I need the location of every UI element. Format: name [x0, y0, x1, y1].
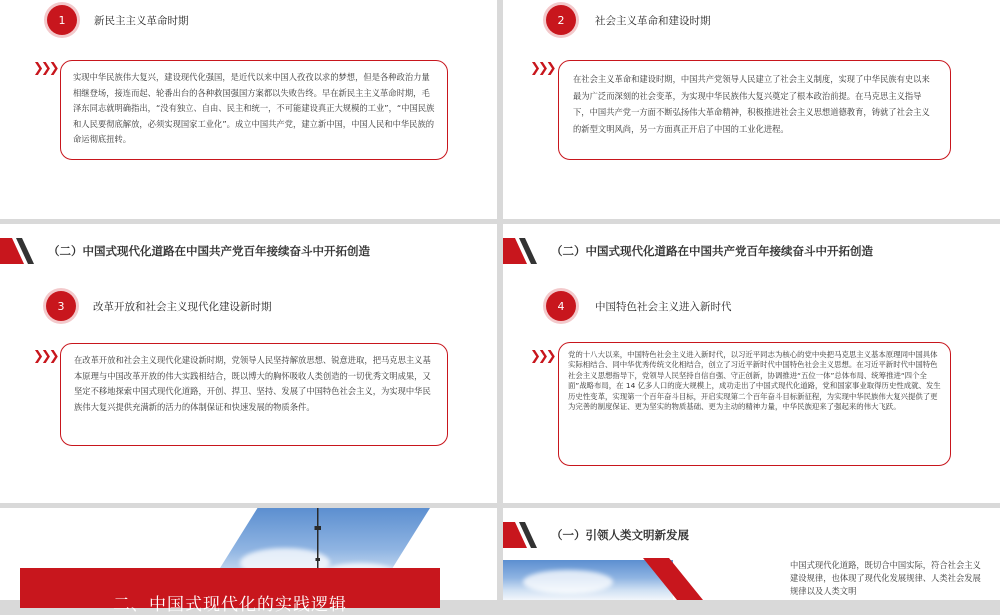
header-stripe-icon	[503, 522, 543, 548]
section-subtitle: 改革开放和社会主义现代化建设新时期	[93, 301, 272, 313]
red-diagonal-accent	[643, 558, 703, 600]
chevron-right-icon: ❯❯❯	[33, 349, 57, 364]
content-text: 在改革开放和社会主义现代化建设新时期，党领导人民坚持解放思想、锐意进取，把马克思主义基本原理与中国改革开放的伟大实践相结合，既以博大的胸怀吸收人类创造的一切优秀文明成果，又坚定不移地探索中国式现代化道路，开创、捍卫、坚持、发展了中国特色社会主义，为实现中华民族伟大复兴提供充满新的活力的体制保证和快速发展的物质条件。	[74, 355, 431, 412]
slide-header: （一）引领人类文明新发展	[551, 528, 689, 542]
step-number-badge: 1	[47, 5, 77, 35]
slide-4	[503, 224, 1000, 503]
section-subtitle: 社会主义革命和建设时期	[595, 15, 711, 27]
slide-title: 二、中国式现代化的实践逻辑	[113, 595, 347, 615]
section-subtitle: 新民主主义革命时期	[94, 15, 189, 27]
header-stripe-icon	[0, 238, 40, 264]
section-subtitle: 中国特色社会主义进入新时代	[595, 301, 732, 313]
slide-header: （二）中国式现代化道路在中国共产党百年接续奋斗中开拓创造	[48, 244, 370, 258]
slide-5	[0, 508, 497, 615]
chevron-right-icon: ❯❯❯	[530, 61, 554, 76]
content-text: 在社会主义革命和建设时期，中国共产党领导人民建立了社会主义制度，实现了中华民族有史以来最为广泛而深刻的社会变革，为实现中华民族伟大复兴奠定了根本政治前提。在马克思主义指导下，中国共产党一方面不断弘扬伟大革命精神，积极推进社会主义思想道德教育，铸就了社会主义的新型文明风尚，另一方面真正开启了中国的工业化进程。	[573, 74, 930, 134]
content-box	[558, 342, 951, 466]
slide-header: （二）中国式现代化道路在中国共产党百年接续奋斗中开拓创造	[551, 244, 873, 258]
content-box	[558, 60, 951, 160]
slide-3	[0, 224, 497, 503]
chevron-right-icon: ❯❯❯	[33, 61, 57, 76]
chevron-right-icon: ❯❯❯	[530, 349, 554, 364]
step-number-badge: 3	[46, 291, 76, 321]
step-number-badge: 2	[546, 5, 576, 35]
slide-1	[0, 0, 497, 219]
content-text: 中国式现代化道路，既切合中国实际，符合社会主义建设规律，也体现了现代化发展规律、人类社会发展规律以及人类文明	[790, 560, 981, 596]
content-box	[60, 60, 448, 160]
slide-2	[503, 0, 1000, 219]
title-banner	[20, 568, 440, 615]
content-text: 实现中华民族伟大复兴，建设现代化强国，是近代以来中国人孜孜以求的梦想，但是各种政治力量相继登场，接连而起、轮番出台的各种救国强国方案都以失败告终。早在新民主主义革命时期，毛泽东同志就明确指出，“没有独立、自由、民主和统一，不可能建设真正大规模的工业”，“中国民族和人民要彻底解放，必须实现国家工业化”。成立中国共产党，建立新中国，中国人民和中华民族的命运彻底扭转。	[73, 72, 435, 144]
content-box	[60, 343, 448, 446]
step-number-badge: 4	[546, 291, 576, 321]
content-text: 党的十八大以来，中国特色社会主义进入新时代，以习近平同志为核心的党中央把马克思主义基本原理同中国具体实际相结合、同中华优秀传统文化相结合，创立了习近平新时代中国特色社会主义思想。在习近平新时代中国特色社会主义思想指导下，党领导人民坚持自信自强、守正创新，协调推进“五位一体”总体布局、统筹推进“四个全面”战略布局，在 14 亿多人口的庞大规模上，成功走出了中国式现代化道路，党和国家事业取得历史性成就、发生历史性变革，实现第一个百年奋斗目标，开启实现第二个百年奋斗目标新征程，为实现中华民族伟大复兴提供了更为完善的制度保证、更为坚实的物质基础、更为主动的精神力量，中华民族迎来了强起来的伟大飞跃。	[568, 350, 941, 412]
header-stripe-icon	[503, 238, 543, 264]
slide-6	[503, 508, 1000, 600]
